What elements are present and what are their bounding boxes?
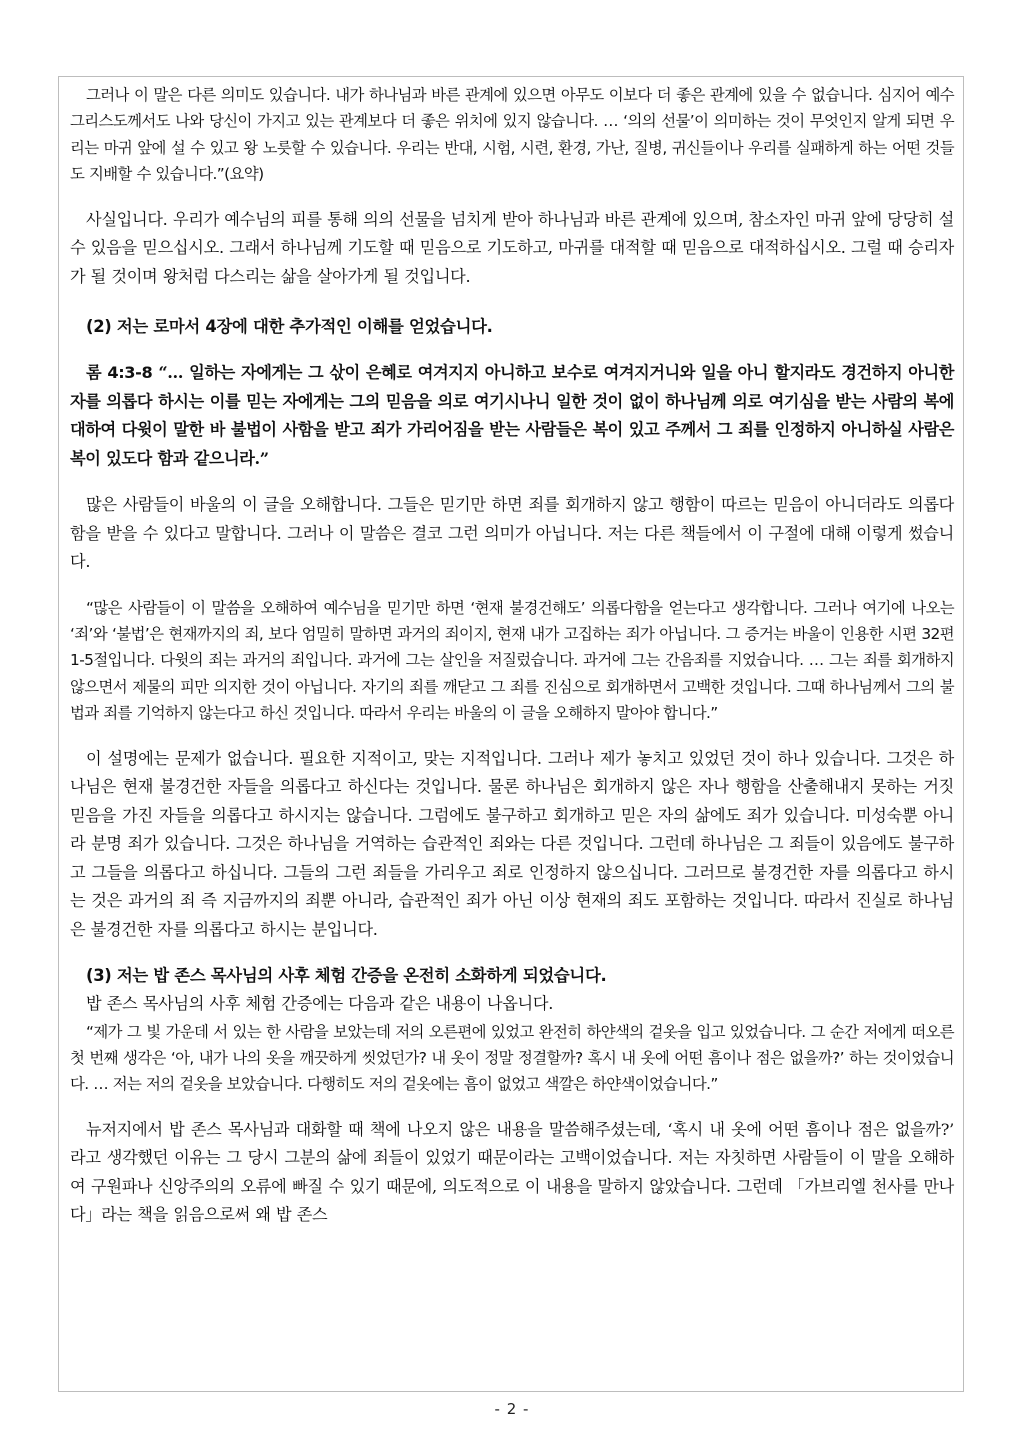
scripture-text: “… 일하는 자에게는 그 삯이 은혜로 여겨지지 아니하고 보수로 여겨지거니와 일을 아니 할지라도 경건하지 아니한 자를 의롭다 하시는 이를 믿는 자에게는 그의 믿음을 의로 여기시나니 일한 것이 없이 하나님께 의로 여기심을 받는 사람의 복에 대하여 다윗이 말한 바 불법이 사함을 받고 죄가 가리어짐을 받는 사람들은 복이 있고 주께서 그 죄를 인정하지 아니하실 사람은 복이 있도다 함과 같으니라.” — [70, 363, 954, 468]
section-heading-2: (2) 저는 로마서 4장에 대한 추가적인 이해를 얻었습니다. — [86, 317, 493, 337]
quote-paragraph-2: “많은 사람들이 이 말씀을 오해하여 예수님을 믿기만 하면 ‘현재 불경건해도’ 의롭다함을 얻는다고 생각합니다. 그러나 여기에 나오는 ‘죄’와 ‘불법’은 현재까지의 죄, 보다 엄밀히 말하면 과거의 죄이지, 현재 내가 고집하는 죄가 아닙니다. 그 증거는 바울이 인용한 시편 32편 1-5절입니다. 다윗의 죄는 과거의 죄입니다. 과거에 그는 살인을 저질렀습니다. 과거에 그는 간음죄를 지었습니다. … 그는 죄를 회개하지 않으면서 제물의 피만 의지한 것이 아닙니다. 자기의 죄를 깨닫고 그 죄를 진심으로 회개하면서 고백한 것입니다. 그때 하나님께서 그의 불법과 죄를 기억하지 않는다고 하신 것입니다. 따라서 우리는 바울의 이 글을 오해하지 말아야 합니다.” — [70, 598, 954, 723]
section-heading-3: (3) 저는 밥 존스 목사님의 사후 체험 간증을 온전히 소화하게 되었습니다. — [86, 966, 607, 986]
scripture-quote — [70, 359, 954, 473]
body-paragraph-3: 이 설명에는 문제가 없습니다. 필요한 지적이고, 맞는 지적입니다. 그러나 제가 놓치고 있었던 것이 하나 있습니다. 그것은 하나님은 현재 불경건한 자들을 의롭다고 하신다는 것입니다. 물론 하나님은 회개하지 않은 자나 행함을 산출해내지 못하는 거짓 믿음을 가진 자들을 의롭다고 하시지는 않습니다. 그럼에도 불구하고 회개하고 믿은 자의 삶에도 죄가 있습니다. 미성숙뿐 아니라 분명 죄가 있습니다. 그것은 하나님을 거역하는 습관적인 죄와는 다른 것입니다. 그런데 하나님은 그 죄들이 있음에도 불구하고 그들을 의롭다고 하십니다. 그들의 그런 죄들을 가리우고 죄로 인정하지 않으십니다. 그러므로 불경건한 자를 의롭다고 하시는 것은 과거의 죄 즉 지금까지의 죄뿐 아니라, 습관적인 죄가 아닌 이상 현재의 죄도 포함하는 것입니다. 따라서 진실로 하나님은 불경건한 자를 의롭다고 하시는 분입니다. — [70, 748, 954, 939]
document-body — [70, 82, 954, 1230]
scripture-reference: 롬 4:3-8 — [86, 363, 153, 383]
body-paragraph-2: 많은 사람들이 바울의 이 글을 오해합니다. 그들은 믿기만 하면 죄를 회개하지 않고 행함이 따르는 믿음이 아니더라도 의롭다함을 받을 수 있다고 말합니다. 그러나 이 말씀은 결코 그런 의미가 아닙니다. 저는 다른 책들에서 이 구절에 대해 이렇게 썼습니다. — [70, 495, 954, 572]
body-paragraph-5: 뉴저지에서 밥 존스 목사님과 대화할 때 책에 나오지 않은 내용을 말씀해주셨는데, ‘혹시 내 옷에 어떤 흠이나 점은 없을까?’ 라고 생각했던 이유는 그 당시 그분의 삶에 죄들이 있었기 때문이라는 고백이었습니다. 저는 자칫하면 사람들이 이 말을 오해하여 구원파나 신앙주의의 오류에 빠질 수 있기 때문에, 의도적으로 이 내용을 말하지 않았습니다. 그런데 「가브리엘 천사를 만나다」라는 책을 읽음으로써 왜 밥 존스 — [70, 1119, 954, 1225]
page-number: - 2 - — [494, 1400, 530, 1418]
body-paragraph-4: 밥 존스 목사님의 사후 체험 간증에는 다음과 같은 내용이 나옵니다. — [86, 994, 554, 1014]
body-paragraph-1: 사실입니다. 우리가 예수님의 피를 통해 의의 선물을 넘치게 받아 하나님과 바른 관계에 있으며, 참소자인 마귀 앞에 당당히 설 수 있음을 믿으십시오. 그래서 하나님께 기도할 때 믿음으로 기도하고, 마귀를 대적할 때 믿음으로 대적하십시오. 그럴 때 승리자가 될 것이며 왕처럼 다스리는 삶을 살아가게 될 것입니다. — [70, 209, 954, 286]
quote-paragraph-3: “제가 그 빛 가운데 서 있는 한 사람을 보았는데 저의 오른편에 있었고 완전히 하얀색의 겉옷을 입고 있었습니다. 그 순간 저에게 떠오른 첫 번째 생각은 ‘아, 내가 나의 옷을 깨끗하게 씻었던가? 내 옷이 정말 정결할까? 혹시 내 옷에 어떤 흠이나 점은 없을까?’ 하는 것이었습니다. … 저는 저의 겉옷을 보았습니다. 다행히도 저의 겉옷에는 흠이 없었고 색깔은 하얀색이었습니다.” — [70, 1022, 954, 1094]
quote-paragraph-1: 그러나 이 말은 다른 의미도 있습니다. 내가 하나님과 바른 관계에 있으면 아무도 이보다 더 좋은 관계에 있을 수 없습니다. 심지어 예수 그리스도께서도 나와 당신이 가지고 있는 관계보다 더 좋은 위치에 있지 않습니다. … ‘의의 선물’이 의미하는 것이 무엇인지 알게 되면 우리는 마귀 앞에 설 수 있고 왕 노릇할 수 있습니다. 우리는 반대, 시험, 시련, 환경, 가난, 질병, 귀신들이나 우리를 실패하게 하는 어떤 것들도 지배할 수 있습니다.”(요약) — [70, 86, 954, 184]
